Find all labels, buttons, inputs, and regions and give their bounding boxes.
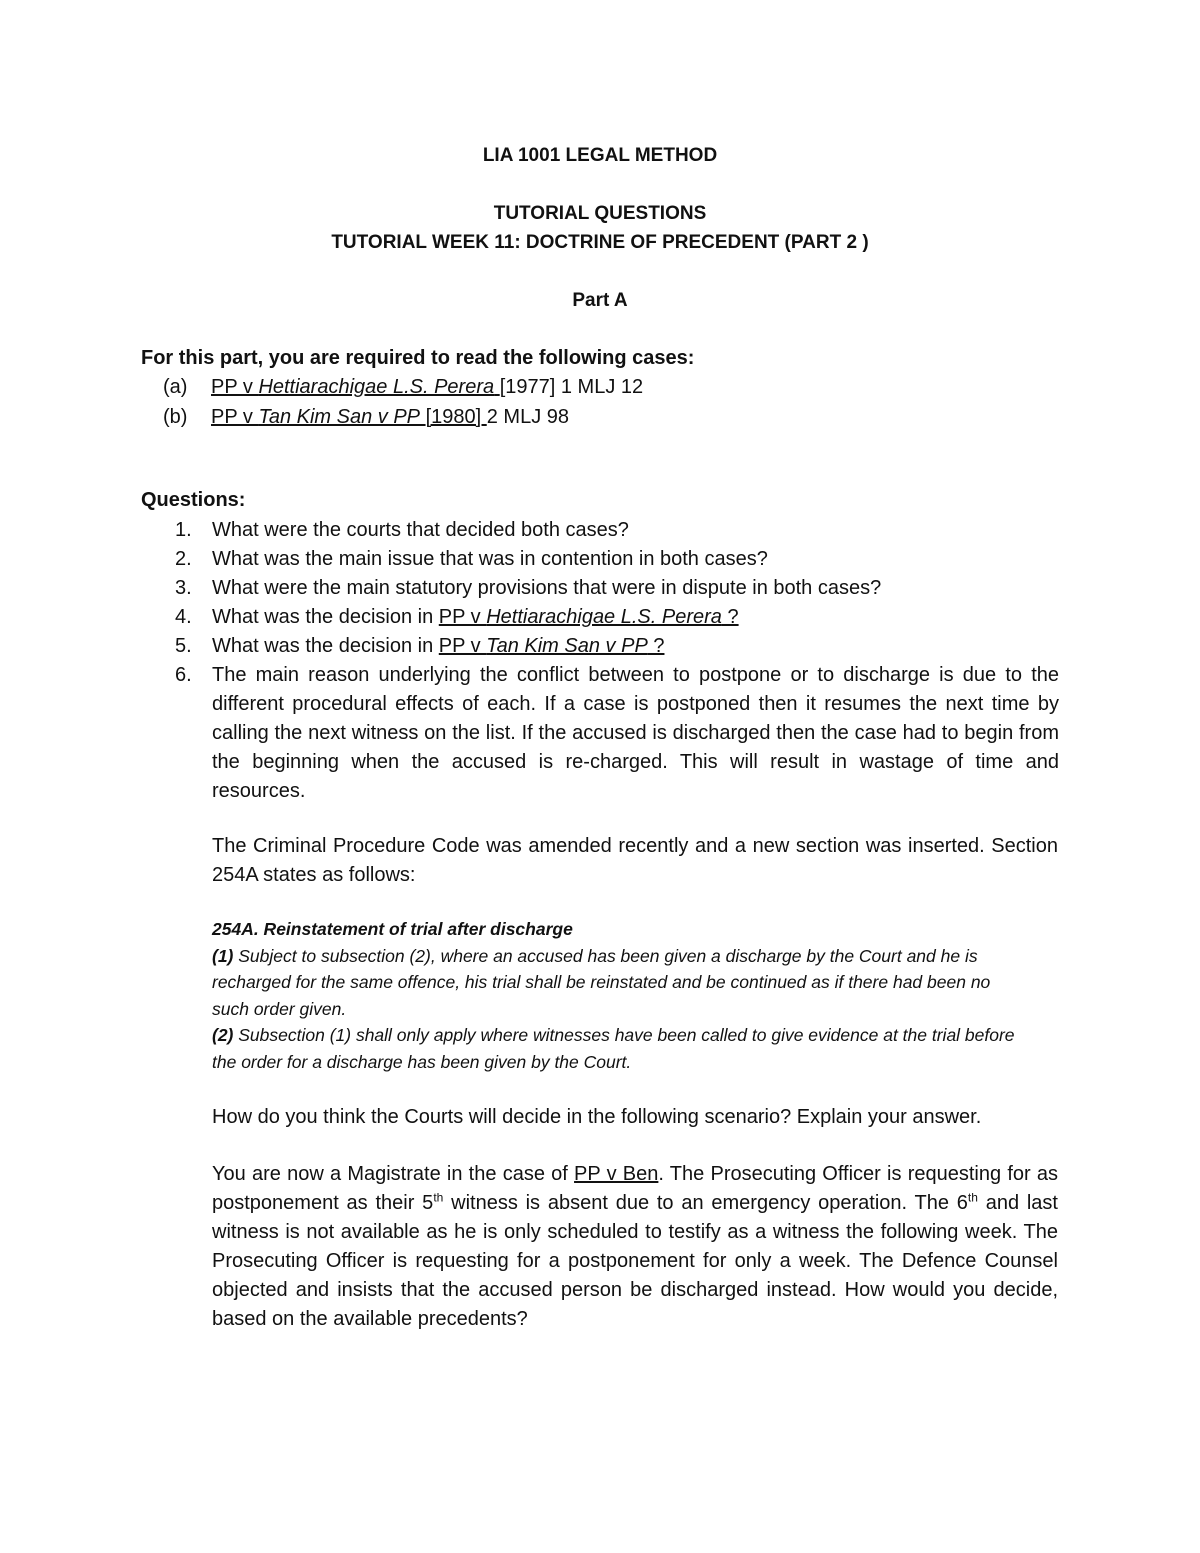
course-title: LIA 1001 LEGAL METHOD	[482, 145, 718, 166]
case-reference: PP v Hettiarachigae L.S. Perera ?	[438, 606, 739, 628]
question-item: 6. The main reason underlying the conflict between to postpone or to discharge is due to the different procedural effects of each. If a case is postponed then it resumes the next time by calling the next witness on the list. If the accused is discharged then the case had to begin from the beginning when the accused is re-charged. This will result in wastage of time and resources.	[175, 664, 1059, 802]
case-reference: PP v Tan Kim San v PP ?	[438, 635, 665, 657]
questions-heading: Questions:	[141, 489, 246, 511]
case-citation: 2 MLJ 98	[486, 406, 569, 428]
question-item: 5. What was the decision in PP v Tan Kim San v PP ?	[175, 635, 665, 657]
case-list	[163, 372, 643, 432]
scenario-case: PP v Ben	[574, 1163, 659, 1185]
reading-intro: For this part, you are required to read the following cases:	[141, 347, 695, 369]
case-citation: [1977] 1 MLJ 12	[499, 376, 644, 398]
question-list	[175, 516, 1059, 806]
question-item: 2. What was the main issue that was in contention in both cases?	[175, 548, 768, 570]
question-item: 3. What were the main statutory provisions that were in dispute in both cases?	[175, 577, 882, 599]
case-item	[163, 402, 643, 432]
case-marker: (a)	[163, 376, 188, 398]
statute-subsection-2: (2) Subsection (1) shall only apply where witnesses have been called to give evidence at the trial before the order for a discharge has been given by the Court.	[212, 1025, 1015, 1072]
case-item	[163, 372, 643, 402]
case-title: PP v Hettiarachigae L.S. Perera	[211, 376, 495, 398]
week-title: TUTORIAL WEEK 11: DOCTRINE OF PRECEDENT (PART 2 )	[331, 232, 869, 253]
scenario-paragraph: You are now a Magistrate in the case of PP v Ben. The Prosecuting Officer is requesting for as postponement as their 5th witness is absent due to an emergency operation. The 6th and last witness is not available as he is only scheduled to testify as a witness the following week. The Prosecuting Officer is requesting for a postponement for only a week. The Defence Counsel objected and insists that the accused person be discharged instead. How would you decide, based on the available precedents?	[212, 1163, 1058, 1330]
scenario-question: How do you think the Courts will decide in the following scenario? Explain your answer.	[212, 1106, 982, 1128]
statute-heading: 254A. Reinstatement of trial after discharge	[212, 919, 573, 939]
statute-subsection-1: (1) Subject to subsection (2), where an accused has been given a discharge by the Court and he is recharged for the same offence, his trial shall be reinstated and be continued as if there had been no such order given.	[212, 945, 991, 1019]
question-item: 4. What was the decision in PP v Hettiarachigae L.S. Perera ?	[175, 606, 739, 628]
case-marker: (b)	[163, 406, 188, 428]
question-item: 1. What were the courts that decided both cases?	[175, 519, 629, 541]
document-subtitle: TUTORIAL QUESTIONS	[493, 203, 707, 224]
amendment-paragraph: The Criminal Procedure Code was amended recently and a new section was inserted. Section 254A states as follows:	[212, 835, 1058, 886]
statute-excerpt	[212, 916, 1032, 1075]
part-heading: Part A	[572, 290, 628, 311]
case-title: PP v Tan Kim San v PP [1980]	[211, 406, 487, 428]
